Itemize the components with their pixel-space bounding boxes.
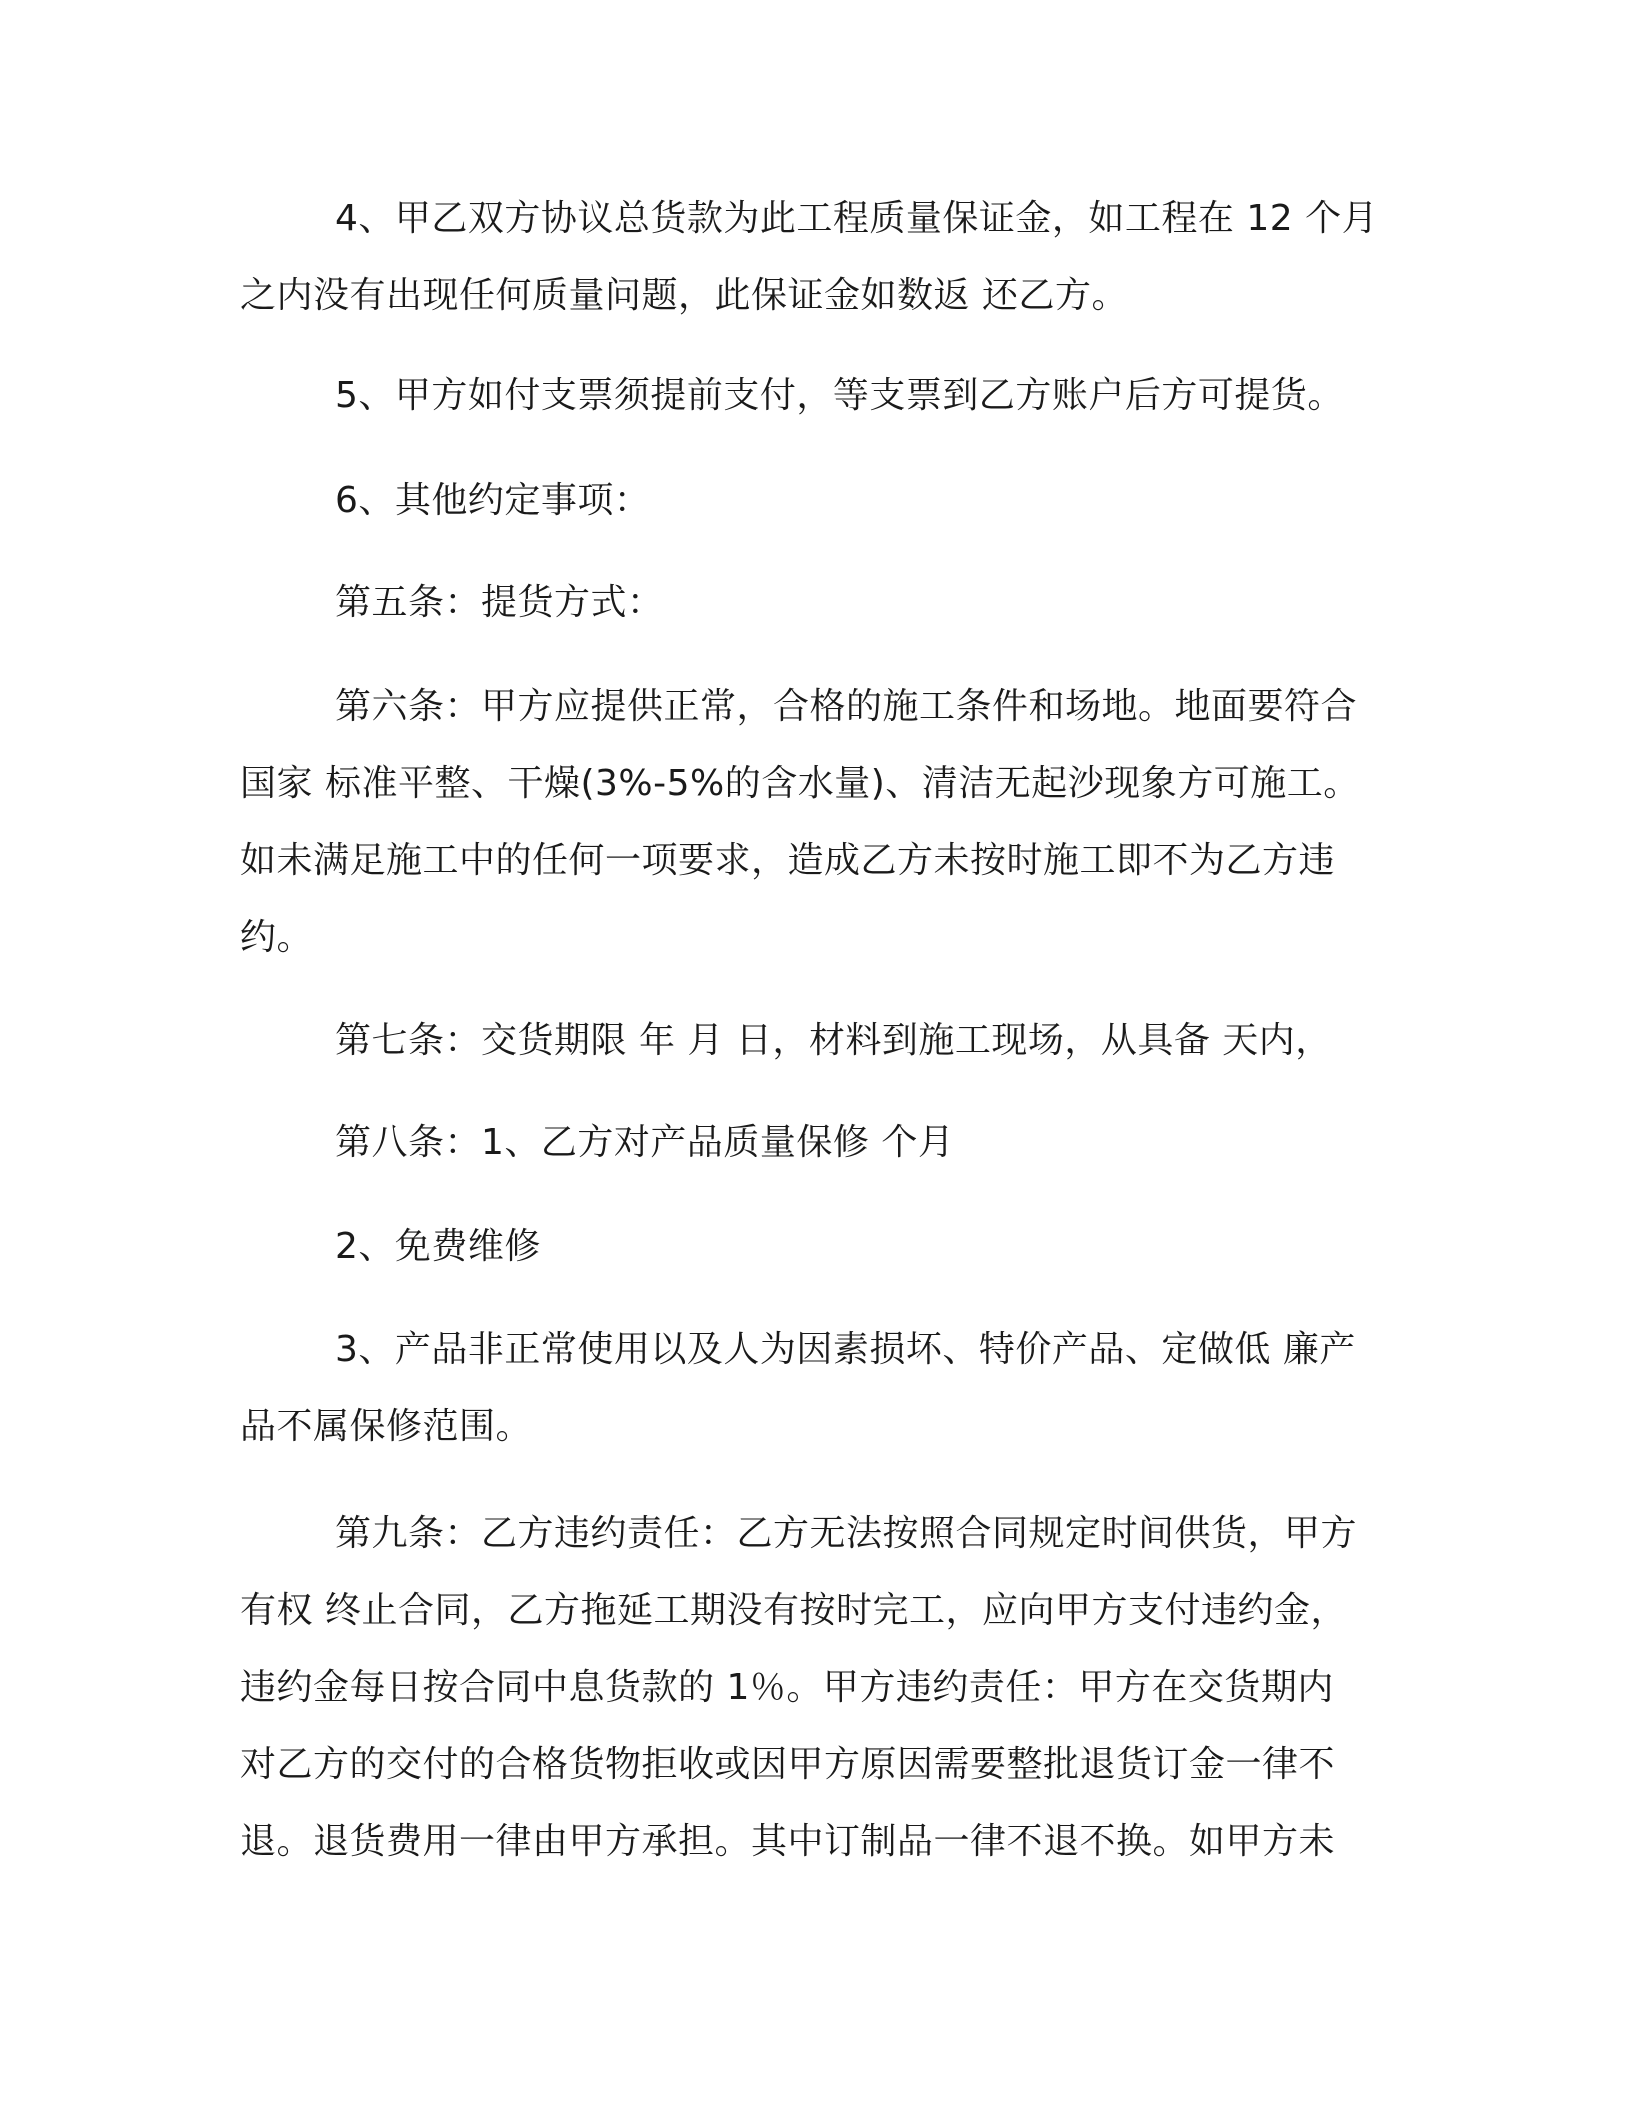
text-line: 之内没有出现任何质量问题，此保证金如数返 还乙方。 [240, 275, 1128, 316]
paragraph-item-4 [240, 180, 1390, 334]
paragraph-article-9 [240, 1495, 1390, 1880]
paragraph-item-6 [240, 462, 1390, 539]
paragraph-article-8-item-3 [240, 1311, 1390, 1465]
text-line: 2、免费维修 [335, 1226, 541, 1267]
text-line: 3、产品非正常使用以及人为因素损坏、特价产品、定做低 廉产 [335, 1329, 1356, 1370]
text-line: 对乙方的交付的合格货物拒收或因甲方原因需要整批退货订金一律不 [240, 1744, 1336, 1785]
text-line: 退。退货费用一律由甲方承担。其中订制品一律不退不换。如甲方未 [240, 1821, 1336, 1862]
paragraph-article-7 [240, 1002, 1390, 1079]
text-line: 国家 标准平整、干燥(3%-5%的含水量)、清洁无起沙现象方可施工。 [240, 763, 1360, 804]
text-line: 约。 [240, 917, 314, 958]
text-line: 品不属保修范围。 [240, 1406, 533, 1447]
text-line: 6、其他约定事项： [335, 480, 651, 521]
paragraph-article-6 [240, 668, 1390, 976]
text-line: 第九条：乙方违约责任：乙方无法按照合同规定时间供货，甲方 [335, 1513, 1358, 1554]
text-line: 5、甲方如付支票须提前支付，等支票到乙方账户后方可提货。 [335, 375, 1344, 416]
text-line: 违约金每日按合同中息货款的 1％。甲方违约责任：甲方在交货期内 [240, 1667, 1334, 1708]
text-line: 第八条：1、乙方对产品质量保修 个月 [335, 1122, 955, 1163]
text-line: 4、甲乙双方协议总货款为此工程质量保证金，如工程在 12 个月 [335, 198, 1379, 239]
text-line: 第七条：交货期限 年 月 日，材料到施工现场，从具备 天内， [335, 1020, 1332, 1061]
paragraph-article-5 [240, 564, 1390, 641]
paragraph-item-5 [240, 357, 1390, 434]
paragraph-article-8-item-2 [240, 1208, 1390, 1285]
text-line: 如未满足施工中的任何一项要求，造成乙方未按时施工即不为乙方违 [240, 840, 1336, 881]
text-line: 第六条：甲方应提供正常，合格的施工条件和场地。地面要符合 [335, 686, 1358, 727]
paragraph-article-8 [240, 1104, 1390, 1181]
text-line: 有权 终止合同，乙方拖延工期没有按时完工，应向甲方支付违约金， [240, 1590, 1347, 1631]
text-line: 第五条：提货方式： [335, 582, 664, 623]
